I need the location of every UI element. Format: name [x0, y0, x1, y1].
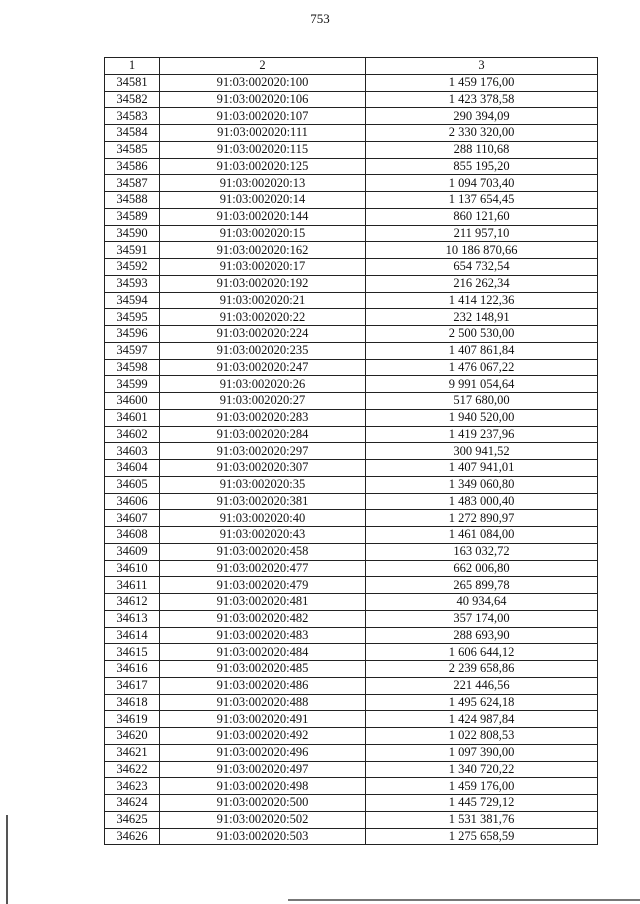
cadastral-number-cell: 91:03:002020:488 [160, 694, 366, 711]
row-number-cell: 34622 [105, 761, 160, 778]
row-number-cell: 34606 [105, 493, 160, 510]
row-number-cell: 34601 [105, 409, 160, 426]
value-cell: 1 022 808,53 [366, 728, 598, 745]
table-row [105, 694, 598, 711]
row-number-cell: 34609 [105, 543, 160, 560]
table-row [105, 125, 598, 142]
row-number-cell: 34604 [105, 460, 160, 477]
row-number-cell: 34595 [105, 309, 160, 326]
value-cell: 1 097 390,00 [366, 744, 598, 761]
table-row [105, 292, 598, 309]
cadastral-number-cell: 91:03:002020:486 [160, 677, 366, 694]
value-cell: 290 394,09 [366, 108, 598, 125]
cadastral-number-cell: 91:03:002020:235 [160, 342, 366, 359]
cadastral-number-cell: 91:03:002020:497 [160, 761, 366, 778]
table-body [105, 74, 598, 845]
value-cell: 1 414 122,36 [366, 292, 598, 309]
value-cell: 1 423 378,58 [366, 91, 598, 108]
value-cell: 860 121,60 [366, 208, 598, 225]
table-row [105, 761, 598, 778]
row-number-cell: 34599 [105, 376, 160, 393]
cadastral-number-cell: 91:03:002020:107 [160, 108, 366, 125]
cadastral-number-cell: 91:03:002020:307 [160, 460, 366, 477]
row-number-cell: 34618 [105, 694, 160, 711]
table-row [105, 141, 598, 158]
value-cell: 2 239 658,86 [366, 661, 598, 678]
value-cell: 221 446,56 [366, 677, 598, 694]
value-cell: 2 500 530,00 [366, 326, 598, 343]
row-number-cell: 34596 [105, 326, 160, 343]
cadastral-number-cell: 91:03:002020:43 [160, 527, 366, 544]
value-cell: 163 032,72 [366, 543, 598, 560]
table-row [105, 74, 598, 91]
row-number-cell: 34624 [105, 795, 160, 812]
cadastral-number-cell: 91:03:002020:491 [160, 711, 366, 728]
row-number-cell: 34623 [105, 778, 160, 795]
value-cell: 1 407 941,01 [366, 460, 598, 477]
value-cell: 9 991 054,64 [366, 376, 598, 393]
value-cell: 1 531 381,76 [366, 811, 598, 828]
row-number-cell: 34626 [105, 828, 160, 845]
row-number-cell: 34594 [105, 292, 160, 309]
row-number-cell: 34592 [105, 259, 160, 276]
table-row [105, 158, 598, 175]
table-row [105, 661, 598, 678]
value-cell: 662 006,80 [366, 560, 598, 577]
page-number: 753 [310, 11, 330, 26]
cadastral-number-cell: 91:03:002020:479 [160, 577, 366, 594]
cadastral-number-cell: 91:03:002020:15 [160, 225, 366, 242]
row-number-cell: 34584 [105, 125, 160, 142]
row-number-cell: 34614 [105, 627, 160, 644]
cadastral-number-cell: 91:03:002020:247 [160, 359, 366, 376]
cadastral-number-cell: 91:03:002020:485 [160, 661, 366, 678]
row-number-cell: 34588 [105, 192, 160, 209]
table-row [105, 443, 598, 460]
table-row [105, 594, 598, 611]
table-row [105, 409, 598, 426]
row-number-cell: 34602 [105, 426, 160, 443]
cadastral-number-cell: 91:03:002020:22 [160, 309, 366, 326]
row-number-cell: 34612 [105, 594, 160, 611]
value-cell: 1 094 703,40 [366, 175, 598, 192]
value-cell: 1 272 890,97 [366, 510, 598, 527]
row-number-cell: 34616 [105, 661, 160, 678]
table-row [105, 460, 598, 477]
value-cell: 1 419 237,96 [366, 426, 598, 443]
value-cell: 216 262,34 [366, 275, 598, 292]
row-number-cell: 34589 [105, 208, 160, 225]
column-header-cadastral-number: 2 [160, 58, 366, 75]
value-cell: 1 459 176,00 [366, 74, 598, 91]
value-cell: 288 693,90 [366, 627, 598, 644]
value-cell: 1 483 000,40 [366, 493, 598, 510]
scan-edge-left [6, 815, 8, 904]
cadastral-number-cell: 91:03:002020:458 [160, 543, 366, 560]
table-row [105, 677, 598, 694]
table-row [105, 476, 598, 493]
table-row [105, 259, 598, 276]
cadastral-number-cell: 91:03:002020:17 [160, 259, 366, 276]
table-row [105, 644, 598, 661]
column-header-number: 1 [105, 58, 160, 75]
table-row [105, 192, 598, 209]
value-cell: 2 330 320,00 [366, 125, 598, 142]
table-row [105, 91, 598, 108]
row-number-cell: 34625 [105, 811, 160, 828]
cadastral-number-cell: 91:03:002020:297 [160, 443, 366, 460]
cadastral-number-cell: 91:03:002020:35 [160, 476, 366, 493]
table-row [105, 795, 598, 812]
cadastral-number-cell: 91:03:002020:26 [160, 376, 366, 393]
row-number-cell: 34585 [105, 141, 160, 158]
table-row [105, 543, 598, 560]
row-number-cell: 34620 [105, 728, 160, 745]
value-cell: 265 899,78 [366, 577, 598, 594]
row-number-cell: 34598 [105, 359, 160, 376]
value-cell: 211 957,10 [366, 225, 598, 242]
cadastral-number-cell: 91:03:002020:503 [160, 828, 366, 845]
table-row [105, 275, 598, 292]
cadastral-number-cell: 91:03:002020:100 [160, 74, 366, 91]
cadastral-number-cell: 91:03:002020:27 [160, 393, 366, 410]
row-number-cell: 34607 [105, 510, 160, 527]
cadastral-number-cell: 91:03:002020:500 [160, 795, 366, 812]
cadastral-number-cell: 91:03:002020:482 [160, 610, 366, 627]
row-number-cell: 34615 [105, 644, 160, 661]
row-number-cell: 34619 [105, 711, 160, 728]
row-number-cell: 34605 [105, 476, 160, 493]
value-cell: 855 195,20 [366, 158, 598, 175]
cadastral-number-cell: 91:03:002020:13 [160, 175, 366, 192]
cadastral-number-cell: 91:03:002020:477 [160, 560, 366, 577]
value-cell: 1 461 084,00 [366, 527, 598, 544]
cadastral-number-cell: 91:03:002020:496 [160, 744, 366, 761]
value-cell: 1 349 060,80 [366, 476, 598, 493]
table-row [105, 744, 598, 761]
row-number-cell: 34591 [105, 242, 160, 259]
cadastral-number-cell: 91:03:002020:224 [160, 326, 366, 343]
cadastral-number-cell: 91:03:002020:284 [160, 426, 366, 443]
value-cell: 1 495 624,18 [366, 694, 598, 711]
table-row [105, 711, 598, 728]
table-row [105, 493, 598, 510]
row-number-cell: 34608 [105, 527, 160, 544]
table-header-row [105, 58, 598, 75]
value-cell: 1 407 861,84 [366, 342, 598, 359]
scan-edge-bottom [288, 899, 640, 901]
table-row [105, 225, 598, 242]
table-row [105, 778, 598, 795]
row-number-cell: 34603 [105, 443, 160, 460]
value-cell: 357 174,00 [366, 610, 598, 627]
table-row [105, 393, 598, 410]
table-row [105, 828, 598, 845]
table-row [105, 326, 598, 343]
table-row [105, 577, 598, 594]
cadastral-number-cell: 91:03:002020:492 [160, 728, 366, 745]
cadastral-number-cell: 91:03:002020:483 [160, 627, 366, 644]
value-cell: 1 424 987,84 [366, 711, 598, 728]
table-row [105, 342, 598, 359]
value-cell: 300 941,52 [366, 443, 598, 460]
row-number-cell: 34582 [105, 91, 160, 108]
value-cell: 1 137 654,45 [366, 192, 598, 209]
table-row [105, 359, 598, 376]
value-cell: 232 148,91 [366, 309, 598, 326]
value-cell: 1 940 520,00 [366, 409, 598, 426]
row-number-cell: 34621 [105, 744, 160, 761]
cadastral-number-cell: 91:03:002020:14 [160, 192, 366, 209]
value-cell: 10 186 870,66 [366, 242, 598, 259]
table-row [105, 175, 598, 192]
value-cell: 288 110,68 [366, 141, 598, 158]
value-cell: 1 476 067,22 [366, 359, 598, 376]
cadastral-number-cell: 91:03:002020:106 [160, 91, 366, 108]
row-number-cell: 34617 [105, 677, 160, 694]
cadastral-number-cell: 91:03:002020:125 [160, 158, 366, 175]
table-row [105, 811, 598, 828]
row-number-cell: 34597 [105, 342, 160, 359]
table-row [105, 242, 598, 259]
table-row [105, 510, 598, 527]
row-number-cell: 34583 [105, 108, 160, 125]
cadastral-number-cell: 91:03:002020:484 [160, 644, 366, 661]
table-row [105, 527, 598, 544]
value-cell: 1 445 729,12 [366, 795, 598, 812]
table-row [105, 376, 598, 393]
value-cell: 517 680,00 [366, 393, 598, 410]
table-row [105, 610, 598, 627]
cadastral-number-cell: 91:03:002020:111 [160, 125, 366, 142]
table-row [105, 728, 598, 745]
table-row [105, 426, 598, 443]
row-number-cell: 34593 [105, 275, 160, 292]
row-number-cell: 34613 [105, 610, 160, 627]
row-number-cell: 34590 [105, 225, 160, 242]
cadastral-number-cell: 91:03:002020:115 [160, 141, 366, 158]
row-number-cell: 34611 [105, 577, 160, 594]
cadastral-number-cell: 91:03:002020:162 [160, 242, 366, 259]
row-number-cell: 34581 [105, 74, 160, 91]
value-cell: 1 340 720,22 [366, 761, 598, 778]
value-cell: 1 275 658,59 [366, 828, 598, 845]
row-number-cell: 34610 [105, 560, 160, 577]
cadastral-number-cell: 91:03:002020:192 [160, 275, 366, 292]
cadastral-number-cell: 91:03:002020:21 [160, 292, 366, 309]
cadastral-number-cell: 91:03:002020:498 [160, 778, 366, 795]
cadastral-number-cell: 91:03:002020:283 [160, 409, 366, 426]
table-row [105, 560, 598, 577]
table-row [105, 208, 598, 225]
value-cell: 1 606 644,12 [366, 644, 598, 661]
cadastral-value-table [104, 57, 598, 845]
value-cell: 1 459 176,00 [366, 778, 598, 795]
cadastral-number-cell: 91:03:002020:381 [160, 493, 366, 510]
row-number-cell: 34600 [105, 393, 160, 410]
value-cell: 654 732,54 [366, 259, 598, 276]
cadastral-number-cell: 91:03:002020:481 [160, 594, 366, 611]
table-row [105, 309, 598, 326]
table-row [105, 108, 598, 125]
table-row [105, 627, 598, 644]
column-header-value: 3 [366, 58, 598, 75]
row-number-cell: 34586 [105, 158, 160, 175]
cadastral-number-cell: 91:03:002020:144 [160, 208, 366, 225]
cadastral-number-cell: 91:03:002020:502 [160, 811, 366, 828]
cadastral-number-cell: 91:03:002020:40 [160, 510, 366, 527]
row-number-cell: 34587 [105, 175, 160, 192]
value-cell: 40 934,64 [366, 594, 598, 611]
